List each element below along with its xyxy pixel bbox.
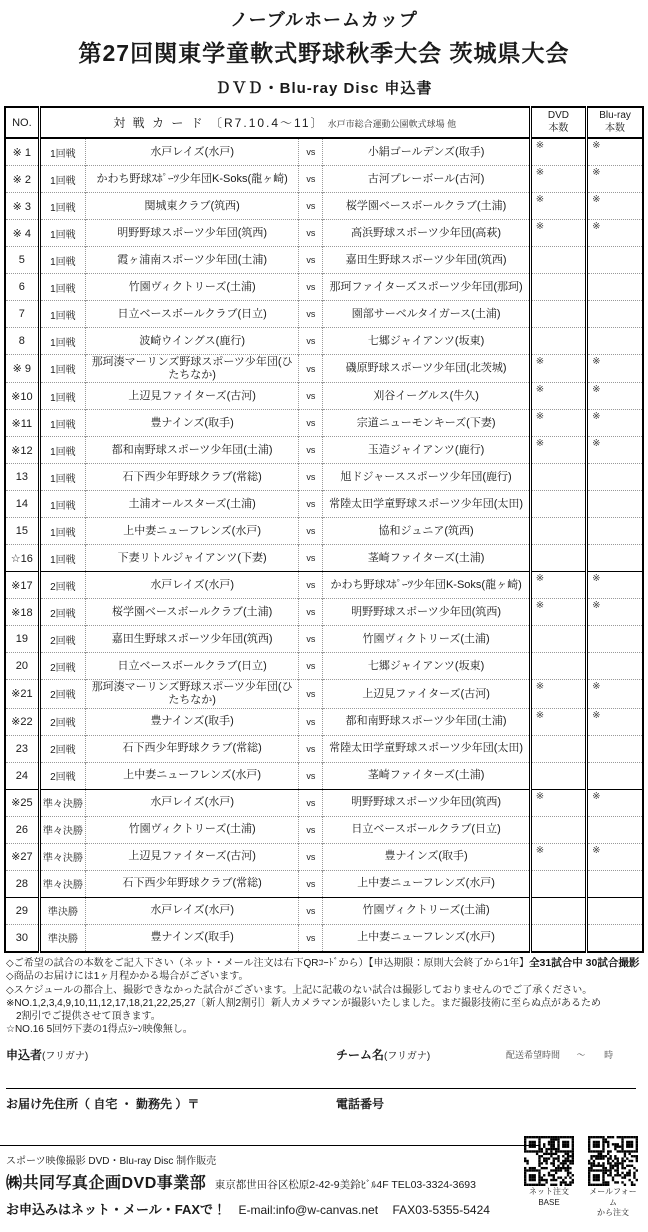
dvd-count-input[interactable] (530, 274, 586, 301)
team2-cell: 磯原野球スポーツ少年団(北茨城) (323, 355, 530, 383)
table-row (5, 383, 643, 410)
table-row (5, 735, 643, 762)
team1-cell: 那珂湊マーリンズ野球スポーツ少年団(ひたちなか) (85, 355, 298, 383)
table-row (5, 166, 643, 193)
venue-label: 水戸市総合運動公園軟式球場 他 (327, 119, 457, 129)
vs-label: vs (299, 166, 323, 193)
dvd-count-input[interactable] (530, 735, 586, 762)
bluray-count-input[interactable] (587, 924, 643, 952)
team1-cell: 都和南野球スポーツ少年団(土浦) (85, 437, 298, 464)
bluray-count-input[interactable] (587, 897, 643, 924)
team2-cell: 上中妻ニューフレンズ(水戸) (323, 870, 530, 897)
team1-cell: 豊ナインズ(取手) (85, 924, 298, 952)
bluray-count-input[interactable] (587, 274, 643, 301)
dvd-count-input[interactable] (530, 545, 586, 572)
team2-cell: 竹園ヴィクトリーズ(土浦) (323, 897, 530, 924)
row-number-cell: ※ 2 (5, 166, 39, 193)
header-match-card (39, 107, 530, 138)
table-row (5, 924, 643, 952)
round-cell: 1回戦 (39, 464, 85, 491)
round-cell: 2回戦 (39, 626, 85, 653)
row-number-cell: ※10 (5, 383, 39, 410)
match-table-body (5, 138, 643, 952)
vs-label: vs (299, 410, 323, 437)
dvd-count-input[interactable]: ※ (530, 680, 586, 708)
vs-label: vs (299, 572, 323, 599)
team1-cell: 霞ヶ浦南スポーツ少年団(土浦) (85, 247, 298, 274)
bluray-count-input[interactable]: ※ (587, 355, 643, 383)
round-cell: 準々決勝 (39, 843, 85, 870)
row-number-cell: ※18 (5, 599, 39, 626)
form-divider-1 (6, 1088, 636, 1089)
dvd-count-input[interactable] (530, 491, 586, 518)
table-row (5, 328, 643, 355)
row-number-cell: ☆16 (5, 545, 39, 572)
vs-label: vs (299, 464, 323, 491)
note-line (6, 957, 642, 971)
title-block (0, 0, 648, 98)
qr1-caption-line1: ネット注文 (529, 1187, 569, 1197)
bluray-count-input[interactable] (587, 653, 643, 680)
round-cell: 1回戦 (39, 410, 85, 437)
dvd-count-input[interactable]: ※ (530, 572, 586, 599)
table-row (5, 843, 643, 870)
team2-cell: 桜学園ベースボールクラブ(土浦) (323, 193, 530, 220)
vs-label: vs (299, 491, 323, 518)
table-row (5, 870, 643, 897)
header-dvd-count (530, 107, 586, 138)
bluray-count-input[interactable]: ※ (587, 166, 643, 193)
phone-label: 電話番号 (336, 1097, 385, 1112)
row-number-cell: 29 (5, 897, 39, 924)
row-number-cell: ※ 1 (12, 146, 32, 159)
row-number-cell: 19 (5, 626, 39, 653)
table-row (5, 545, 643, 572)
dvd-count-input[interactable] (530, 328, 586, 355)
vs-label: vs (299, 437, 323, 464)
row-number-cell: 6 (5, 274, 39, 301)
row-number-cell: 5 (5, 247, 39, 274)
table-row (5, 274, 643, 301)
team1-cell: 上中妻ニューフレンズ(水戸) (85, 518, 298, 545)
dvd-count-input[interactable] (530, 870, 586, 897)
note-line: ◇商品のお届けには1ヶ月程かかる場合がございます。 (6, 971, 249, 983)
table-row (5, 464, 643, 491)
team2-cell: 刈谷イーグルス(牛久) (323, 383, 530, 410)
dvd-count-input[interactable]: ※ (530, 843, 586, 870)
round-cell: 1回戦 (39, 383, 85, 410)
team2-cell: 那珂ファイターズスポーツ少年団(那珂) (323, 274, 530, 301)
table-row (5, 708, 643, 735)
table-row (5, 762, 643, 789)
row-number-cell: 24 (5, 762, 39, 789)
round-cell: 1回戦 (39, 247, 85, 274)
bluray-count-input[interactable]: ※ (587, 410, 643, 437)
dvd-count-input[interactable]: ※ (530, 599, 586, 626)
bluray-count-input[interactable] (587, 870, 643, 897)
qr1-caption-line2: BASE (538, 1197, 560, 1207)
table-row (5, 599, 643, 626)
round-cell: 1回戦 (39, 220, 85, 247)
team1-cell: 上中妻ニューフレンズ(水戸) (85, 762, 298, 789)
row-number-cell: 30 (5, 924, 39, 952)
dvd-count-input[interactable]: ※ (530, 166, 586, 193)
vs-label: vs (299, 680, 323, 708)
round-cell: 2回戦 (39, 680, 85, 708)
delivery-hour-label: 時 (604, 1050, 614, 1061)
bluray-count-input[interactable]: ※ (587, 708, 643, 735)
bluray-count-input[interactable]: ※ (587, 437, 643, 464)
note-1-text: ◇ご希望の試合の本数をご記入下さい（ネット・メール注文は右下QRｺｰﾄﾞから）【申込期限：原則大会終了から1年】 (6, 957, 530, 969)
applicant-kana-label: (フリガナ) (42, 1051, 89, 1063)
bluray-count-input[interactable] (587, 328, 643, 355)
team1-cell: 嘉田生野球スポーツ少年団(筑西) (85, 626, 298, 653)
row-number-cell: 7 (5, 301, 39, 328)
round-cell: 準々決勝 (39, 816, 85, 843)
qr-code-icon (524, 1136, 574, 1186)
cta-text: お申込みはネット・メール・FAXで！ (6, 1202, 227, 1218)
vs-label: vs (299, 789, 323, 816)
dvd-count-label: 本数 (548, 122, 569, 134)
round-cell: 準々決勝 (39, 789, 85, 816)
table-row (5, 437, 643, 464)
team1-cell: 水戸レイズ(水戸) (85, 897, 298, 924)
team1-cell: 豊ナインズ(取手) (85, 410, 298, 437)
table-row (5, 626, 643, 653)
team2-cell: 協和ジュニア(筑西) (323, 518, 530, 545)
row-number-cell: ※ 9 (5, 355, 39, 383)
round-cell: 準々決勝 (39, 870, 85, 897)
round-cell: 1回戦 (39, 193, 85, 220)
fax-text: FAX03-5355-5424 (392, 1203, 490, 1218)
dvd-count-input[interactable]: ※ (530, 138, 586, 166)
table-row (5, 789, 643, 816)
company-address: 東京都世田谷区松原2-42-9美鈴ﾋﾞﾙ4F TEL03-3324-3693 (214, 1179, 476, 1192)
table-row (5, 301, 643, 328)
team2-cell: 茎崎ファイターズ(土浦) (323, 762, 530, 789)
team1-cell: 土浦オールスターズ(土浦) (85, 491, 298, 518)
vs-label: vs (299, 708, 323, 735)
dvd-count-input[interactable]: ※ (530, 193, 586, 220)
dvd-count-input[interactable] (530, 653, 586, 680)
team2-cell: 日立ベースボールクラブ(日立) (323, 816, 530, 843)
vs-label: vs (299, 383, 323, 410)
team1-cell: 下妻リトルジャイアンツ(下妻) (85, 545, 298, 572)
delivery-tilde: ～ (576, 1050, 586, 1061)
dvd-count-input[interactable] (530, 626, 586, 653)
team2-cell: 都和南野球スポーツ少年団(土浦) (323, 708, 530, 735)
vs-label: vs (299, 220, 323, 247)
dvd-label: DVD (547, 110, 569, 121)
team1-cell: かわち野球ｽﾎﾟｰﾂ少年団K-Soks(龍ヶ崎) (85, 166, 298, 193)
vs-label: vs (299, 924, 323, 952)
vs-label: vs (299, 735, 323, 762)
vs-label: vs (299, 816, 323, 843)
team2-cell: 常陸太田学童野球スポーツ少年団(太田) (323, 491, 530, 518)
table-row (5, 572, 643, 599)
round-cell: 1回戦 (39, 491, 85, 518)
team2-cell: 上中妻ニューフレンズ(水戸) (323, 924, 530, 952)
round-cell: 1回戦 (39, 437, 85, 464)
vs-label: vs (299, 599, 323, 626)
row-number-cell: 14 (5, 491, 39, 518)
round-cell: 1回戦 (39, 138, 85, 166)
round-cell: 2回戦 (39, 708, 85, 735)
table-row (5, 680, 643, 708)
vs-label: vs (299, 138, 323, 166)
table-row (5, 193, 643, 220)
note-line: 2割引でご提供させて頂きます。 (6, 1010, 161, 1022)
bluray-count-input[interactable] (587, 301, 643, 328)
note-line: ◇スケジュールの都合上、撮影できなかった試合がございます。上記に記載のない試合は撮影しておりませんのでご了承ください。 (6, 984, 593, 996)
row-number-cell: 20 (5, 653, 39, 680)
row-number-cell: ※ 4 (5, 220, 39, 247)
vs-label: vs (299, 626, 323, 653)
email-text: E-mail:info@w-canvas.net (238, 1203, 379, 1218)
match-card-label: 対 戦 カ ー ド 〔R7.10.4～11〕 (113, 116, 325, 130)
company-name: ㈱共同写真企画DVD事業部 (6, 1175, 207, 1193)
vs-label: vs (299, 545, 323, 572)
form-divider-2 (0, 1145, 540, 1146)
round-cell: 1回戦 (39, 301, 85, 328)
vs-label: vs (299, 518, 323, 545)
cup-title: ノーブルホームカップ (230, 10, 418, 30)
team2-cell: 茎崎ファイターズ(土浦) (323, 545, 530, 572)
vs-label: vs (299, 328, 323, 355)
address-field[interactable] (6, 1095, 199, 1112)
team-name-label: チーム名 (336, 1048, 385, 1063)
row-number-cell: ※ 3 (5, 193, 39, 220)
qr-net-order-caption (522, 1187, 576, 1208)
team1-cell: 那珂湊マーリンズ野球スポーツ少年団(ひたちなか) (85, 680, 298, 708)
round-cell: 2回戦 (39, 653, 85, 680)
round-cell: 準決勝 (39, 897, 85, 924)
bluray-count-input[interactable] (587, 491, 643, 518)
dvd-count-input[interactable] (530, 518, 586, 545)
round-cell: 1回戦 (39, 518, 85, 545)
team1-cell: 波崎ウイングス(鹿行) (85, 328, 298, 355)
vs-label: vs (299, 843, 323, 870)
header-no: NO. (5, 107, 39, 138)
bluray-count-input[interactable] (587, 816, 643, 843)
bluray-count-input[interactable]: ※ (587, 572, 643, 599)
bluray-count-input[interactable]: ※ (587, 193, 643, 220)
dvd-count-input[interactable]: ※ (530, 220, 586, 247)
round-cell: 2回戦 (39, 572, 85, 599)
table-row (5, 816, 643, 843)
team2-cell: 高浜野球スポーツ少年団(高萩) (323, 220, 530, 247)
team2-cell: 古河プレーボール(古河) (323, 166, 530, 193)
team1-cell: 日立ベースボールクラブ(日立) (85, 653, 298, 680)
row-number-cell: 26 (5, 816, 39, 843)
team2-cell: 嘉田生野球スポーツ少年団(筑西) (323, 247, 530, 274)
vs-label: vs (299, 274, 323, 301)
bluray-count-input[interactable]: ※ (587, 383, 643, 410)
bluray-count-input[interactable] (587, 464, 643, 491)
bluray-count-input[interactable] (587, 545, 643, 572)
row-number-cell: ※27 (5, 843, 39, 870)
team1-cell: 水戸レイズ(水戸) (85, 789, 298, 816)
team1-cell: 水戸レイズ(水戸) (85, 572, 298, 599)
qr2-caption-line2: から注文 (597, 1208, 629, 1218)
note-line: ※NO.1,2,3,4,9,10,11,12,17,18,21,22,25,27〔新人割2割引〕新人カメラマンが撮影いたしました。まだ撮影技術に至らぬ点があるため (6, 997, 602, 1009)
row-number-cell: ※12 (5, 437, 39, 464)
vs-label: vs (299, 870, 323, 897)
note-1-bold-text: 全31試合中 30試合撮影 (529, 956, 640, 969)
row-number-cell: ※25 (5, 789, 39, 816)
tournament-title: 第27回関東学童軟式野球秋季大会 茨城県大会 (78, 40, 570, 66)
row-number-cell: 15 (5, 518, 39, 545)
qr2-caption-line1: メールフォーム (589, 1187, 637, 1207)
team2-cell: 園部サーベルタイガース(土浦) (323, 301, 530, 328)
table-row (5, 518, 643, 545)
round-cell: 2回戦 (39, 762, 85, 789)
dvd-count-input[interactable] (530, 762, 586, 789)
bluray-count-label: 本数 (605, 122, 626, 134)
dvd-count-input[interactable]: ※ (530, 410, 586, 437)
team2-cell: 明野野球スポーツ少年団(筑西) (323, 599, 530, 626)
team2-cell: 玉造ジャイアンツ(鹿行) (323, 437, 530, 464)
applicant-field[interactable] (6, 1046, 88, 1064)
team2-cell: 旭ドジャーススポーツ少年団(鹿行) (323, 464, 530, 491)
bluray-label: Blu-ray (599, 110, 631, 121)
row-number-cell: ※11 (5, 410, 39, 437)
bluray-count-input[interactable]: ※ (587, 680, 643, 708)
note-line: ☆NO.16 5回ｳﾗ下妻の1得点ｼｰﾝ映像無し。 (6, 1024, 193, 1036)
table-row (5, 897, 643, 924)
row-number-cell: 8 (5, 328, 39, 355)
team1-cell: 竹園ヴィクトリーズ(土浦) (85, 274, 298, 301)
bluray-count-input[interactable] (587, 735, 643, 762)
row-number-cell: 23 (5, 735, 39, 762)
team1-cell: 水戸レイズ(水戸) (85, 138, 298, 166)
row-number-cell: ※22 (5, 708, 39, 735)
table-header-row (5, 107, 643, 138)
team1-cell: 関城東クラブ(筑西) (85, 193, 298, 220)
table-row (5, 355, 643, 383)
applicant-row (6, 1046, 642, 1088)
team2-cell: 竹園ヴィクトリーズ(土浦) (323, 626, 530, 653)
notes-block (6, 957, 642, 1037)
team1-cell: 桜学園ベースボールクラブ(土浦) (85, 599, 298, 626)
form-title: ＤＶＤ・Blu-ray Disc 申込書 (215, 80, 433, 97)
row-number-cell: ※17 (5, 572, 39, 599)
delivery-time-field[interactable] (506, 1048, 613, 1061)
vs-label: vs (299, 301, 323, 328)
header-bluray-count (587, 107, 643, 138)
team1-cell: 日立ベースボールクラブ(日立) (85, 301, 298, 328)
round-cell: 1回戦 (39, 274, 85, 301)
vs-label: vs (299, 897, 323, 924)
vs-label: vs (299, 762, 323, 789)
team1-cell: 石下西少年野球クラブ(常総) (85, 735, 298, 762)
qr-mail-form-caption (586, 1187, 640, 1218)
footer-block (6, 1152, 642, 1232)
dvd-count-input[interactable]: ※ (530, 383, 586, 410)
row-number-cell: 28 (5, 870, 39, 897)
team1-cell: 竹園ヴィクトリーズ(土浦) (85, 816, 298, 843)
row-number-cell: ※21 (5, 680, 39, 708)
dvd-count-input[interactable]: ※ (530, 708, 586, 735)
table-row (5, 653, 643, 680)
table-row (5, 220, 643, 247)
team-kana-label: (フリガナ) (384, 1051, 431, 1063)
vs-label: vs (299, 193, 323, 220)
bluray-count-input[interactable] (587, 518, 643, 545)
dvd-count-input[interactable]: ※ (530, 355, 586, 383)
team-name-field[interactable] (336, 1046, 430, 1064)
team1-cell: 明野野球スポーツ少年団(筑西) (85, 220, 298, 247)
round-cell: 準決勝 (39, 924, 85, 952)
vs-label: vs (299, 355, 323, 383)
bluray-count-input[interactable] (587, 247, 643, 274)
team2-cell: 宗道ニューモンキーズ(下妻) (323, 410, 530, 437)
team2-cell: かわち野球ｽﾎﾟｰﾂ少年団K-Soks(龍ヶ崎) (323, 572, 530, 599)
team1-cell: 石下西少年野球クラブ(常総) (85, 464, 298, 491)
round-cell: 1回戦 (39, 328, 85, 355)
round-cell: 1回戦 (39, 355, 85, 383)
bluray-count-input[interactable] (587, 626, 643, 653)
team2-cell: 小絹ゴールデンズ(取手) (367, 145, 485, 158)
match-table (4, 106, 644, 953)
dvd-count-input[interactable] (530, 464, 586, 491)
round-cell: 1回戦 (39, 166, 85, 193)
bluray-count-input[interactable]: ※ (587, 843, 643, 870)
delivery-time-label: 配送希望時間 (506, 1050, 561, 1061)
round-cell: 1回戦 (39, 545, 85, 572)
dvd-count-input[interactable] (530, 924, 586, 952)
table-row (5, 491, 643, 518)
address-label: お届け先住所（ 自宅 ・ 勤務先 ）〒 (6, 1097, 200, 1112)
vs-label: vs (299, 247, 323, 274)
team2-cell: 明野野球スポーツ少年団(筑西) (323, 789, 530, 816)
team2-cell: 七郷ジャイアンツ(坂東) (323, 653, 530, 680)
team2-cell: 上辺見ファイターズ(古河) (323, 680, 530, 708)
dvd-count-input[interactable] (530, 897, 586, 924)
dvd-count-input[interactable]: ※ (530, 789, 586, 816)
team1-cell: 豊ナインズ(取手) (85, 708, 298, 735)
bluray-count-input[interactable]: ※ (587, 138, 643, 166)
qr-code-icon (588, 1136, 638, 1186)
dvd-count-input[interactable] (530, 301, 586, 328)
vs-label: vs (299, 653, 323, 680)
round-cell: 2回戦 (39, 735, 85, 762)
applicant-label: 申込者 (6, 1048, 43, 1063)
team1-cell: 上辺見ファイターズ(古河) (85, 383, 298, 410)
bluray-count-input[interactable]: ※ (587, 789, 643, 816)
team1-cell: 上辺見ファイターズ(古河) (85, 843, 298, 870)
table-row (5, 247, 643, 274)
footer-tagline: スポーツ映像撮影 DVD・Blu-ray Disc 制作販売 (6, 1156, 217, 1168)
table-row (5, 410, 643, 437)
dvd-count-input[interactable] (530, 816, 586, 843)
team2-cell: 常陸太田学童野球スポーツ少年団(太田) (323, 735, 530, 762)
team1-cell: 石下西少年野球クラブ(常総) (85, 870, 298, 897)
phone-field[interactable] (336, 1095, 384, 1112)
bluray-count-input[interactable]: ※ (587, 220, 643, 247)
round-cell: 2回戦 (39, 599, 85, 626)
dvd-count-input[interactable]: ※ (530, 437, 586, 464)
row-number-cell: 13 (5, 464, 39, 491)
bluray-count-input[interactable]: ※ (587, 599, 643, 626)
team2-cell: 七郷ジャイアンツ(坂東) (323, 328, 530, 355)
table-row (5, 138, 643, 166)
dvd-count-input[interactable] (530, 247, 586, 274)
team2-cell: 豊ナインズ(取手) (323, 843, 530, 870)
bluray-count-input[interactable] (587, 762, 643, 789)
